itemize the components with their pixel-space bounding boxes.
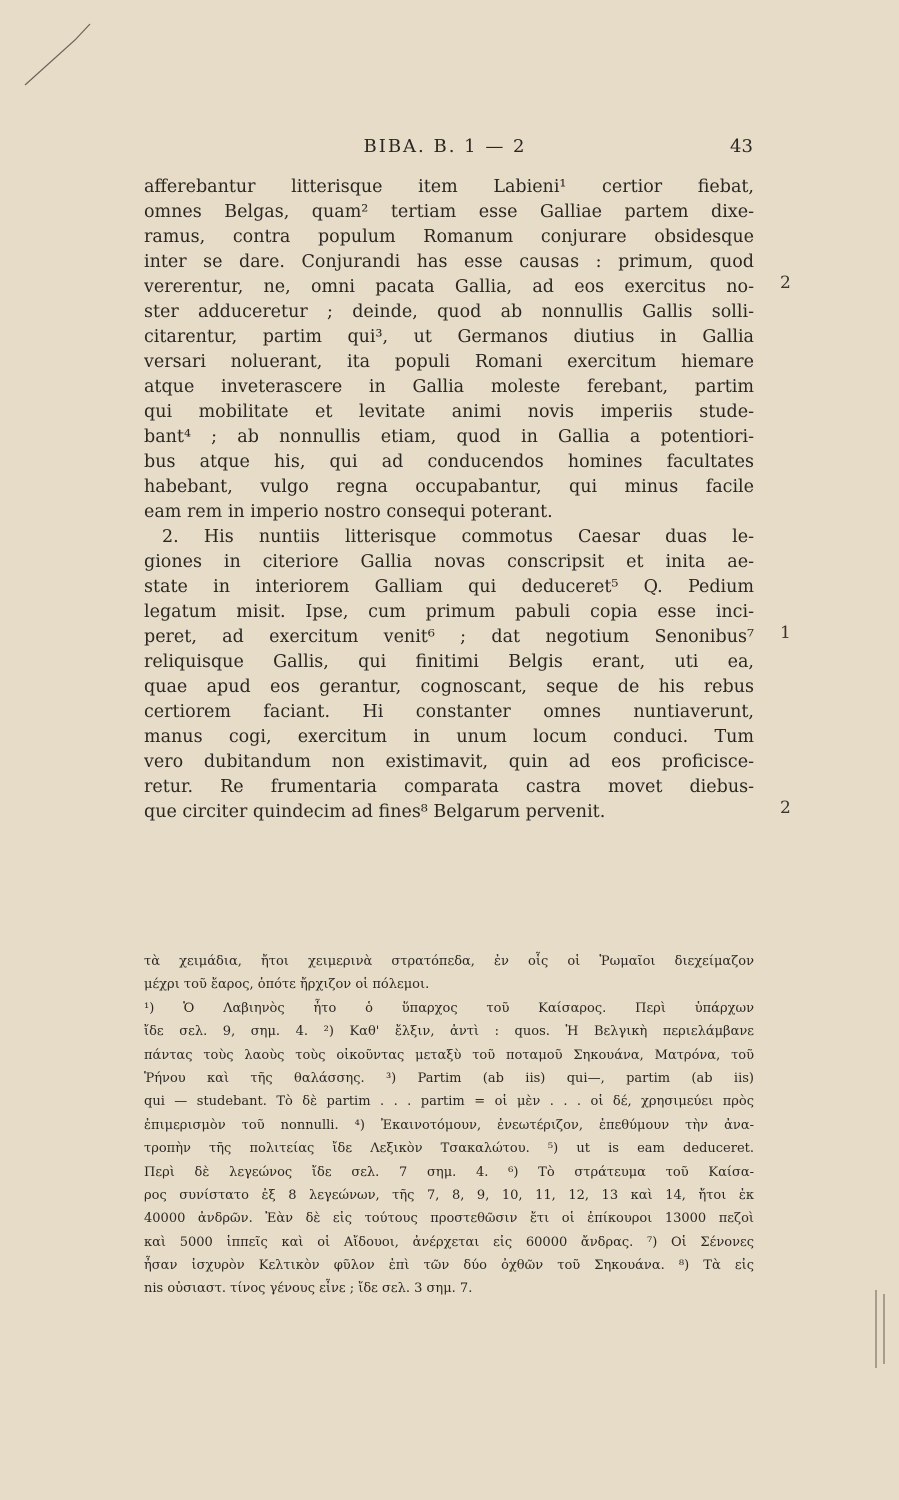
text-line: atque inveterascere in Gallia moleste ferebant, partim [144, 377, 754, 397]
footnote-line: μέχρι τοῦ ἔαρος, ὁπότε ἤρχιζον οἱ πόλεμοι. [144, 977, 430, 993]
edge-scan-marks [870, 1290, 890, 1370]
text-line: habebant, vulgo regna occupabantur, qui minus facile [144, 477, 754, 497]
text-line: bant⁴ ; ab nonnullis etiam, quod in Gallia a potentiori- [144, 427, 754, 447]
text-line: que circiter quindecim ad fines⁸ Belgarum pervenit. [144, 802, 606, 822]
text-line: giones in citeriore Gallia novas conscripsit et inita ae- [144, 552, 754, 572]
text-line: reliquisque Gallis, qui finitimi Belgis erant, uti ea, [144, 652, 754, 672]
footnote-line: πάντας τοὺς λαοὺς τοὺς οἰκοῦντας μεταξὺ τοῦ ποταμοῦ Σηκουάνα, Ματρόνα, τοῦ [144, 1047, 754, 1063]
footnote-line: qui — studebant. Τὸ δὲ partim . . . partim = οἱ μὲν . . . οἱ δέ, χρησιμεύει πρὸς [144, 1094, 754, 1110]
page-number: 43 [730, 136, 753, 157]
footnote-line: ἦσαν ἰσχυρὸν Κελτικὸν φῦλον ἐπὶ τῶν δύο ὀχθῶν τοῦ Σηκουάνα. ⁸) Τὰ εἰς [144, 1258, 754, 1274]
text-line: afferebantur litterisque item Labieni¹ certior fiebat, [144, 177, 754, 197]
text-line: citarentur, partim qui³, ut Germanos diutius in Gallia [144, 327, 754, 347]
footnote-line: nis οὐσιαστ. τίνος γένους εἶνε ; ἴδε σελ. 3 σημ. 7. [144, 1281, 473, 1297]
text-line: versari noluerant, ita populi Romani exercitum hiemare [144, 352, 754, 372]
footnote-line: ¹) Ὁ Λαβιηνὸς ἦτο ὁ ὕπαρχος τοῦ Καίσαρος. Περὶ ὑπάρχων [144, 1000, 754, 1016]
footnote-line: τροπὴν τῆς πολιτείας ἴδε Λεξικὸν Τσακαλώτου. ⁵) ut is eam deduceret. [144, 1141, 754, 1157]
text-line: certiorem faciant. Hi constanter omnes nuntiaverunt, [144, 702, 754, 722]
main-text [144, 175, 754, 825]
text-line: vererentur, ne, omni pacata Gallia, ad eos exercitus no- [144, 277, 754, 297]
footnote-line: Περὶ δὲ λεγεώνος ἴδε σελ. 7 σημ. 4. ⁶) Τὸ στράτευμα τοῦ Καίσα- [144, 1164, 754, 1180]
text-line: omnes Belgas, quam² tertiam esse Galliae partem dixe- [144, 202, 754, 222]
footnote-line: 40000 ἀνδρῶν. Ἐὰν δὲ εἰς τούτους προστεθῶσιν ἔτι οἱ ἐπίκουροι 13000 πεζοὶ [144, 1211, 754, 1227]
footnote-line: Ῥήνου καὶ τῆς θαλάσσης. ³) Partim (ab iis) qui—, partim (ab iis) [144, 1070, 754, 1086]
margin-section-number: 2 [780, 798, 791, 818]
footnotes [144, 950, 754, 1301]
margin-section-number: 1 [780, 623, 791, 643]
text-line: 2. His nuntiis litterisque commotus Caesar duas le- [162, 527, 754, 547]
page-header [0, 136, 899, 162]
text-line: quae apud eos gerantur, cognoscant, seque de his rebus [144, 677, 754, 697]
text-line: qui mobilitate et levitate animi novis imperiis stude- [144, 402, 754, 422]
running-head: BIBA. B. 1 — 2 [363, 136, 527, 157]
footnote-line: τὰ χειμάδια, ἤτοι χειμερινὰ στρατόπεδα, ἐν οἷς οἱ Ῥωμαῖοι διεχείμαζον [144, 954, 754, 969]
footnote-line: ἐπιμερισμὸν τοῦ nonnulli. ⁴) Ἐκαινοτόμουν, ἐνεωτέριζον, ἐπεθύμουν τὴν ἀνα- [144, 1117, 754, 1133]
text-line: state in interiorem Galliam qui deduceret⁵ Q. Pedium [144, 577, 754, 597]
pencil-scratch-mark [20, 10, 140, 90]
text-line: inter se dare. Conjurandi has esse causas : primum, quod [144, 252, 754, 272]
text-line: eam rem in imperio nostro consequi poterant. [144, 502, 553, 522]
footnote-line: ρος συνίστατο ἐξ 8 λεγεώνων, τῆς 7, 8, 9, 10, 11, 12, 13 καὶ 14, ἤτοι ἐκ [144, 1187, 754, 1203]
text-line: peret, ad exercitum venit⁶ ; dat negotium Senonibus⁷ [144, 627, 754, 647]
text-line: manus cogi, exercitum in unum locum conduci. Tum [144, 727, 754, 747]
text-line: ramus, contra populum Romanum conjurare obsidesque [144, 227, 754, 247]
footnote-line: καὶ 5000 ἱππεῖς καὶ οἱ Αἴδουοι, ἀνέρχεται εἰς 60000 ἄνδρας. ⁷) Οἱ Σένονες [144, 1234, 754, 1250]
footnote-line: ἴδε σελ. 9, σημ. 4. ²) Καθ' ἔλξιν, ἀντὶ : quos. Ἡ Βελγικὴ περιελάμβανε [144, 1024, 754, 1040]
text-line: bus atque his, qui ad conducendos homines facultates [144, 452, 754, 472]
text-line: retur. Re frumentaria comparata castra movet diebus- [144, 777, 754, 797]
text-line: vero dubitandum non existimavit, quin ad eos proficisce- [144, 752, 754, 772]
text-line: legatum misit. Ipse, cum primum pabuli copia esse inci- [144, 602, 754, 622]
margin-section-number: 2 [780, 273, 791, 293]
text-line: ster adduceretur ; deinde, quod ab nonnullis Gallis solli- [144, 302, 754, 322]
